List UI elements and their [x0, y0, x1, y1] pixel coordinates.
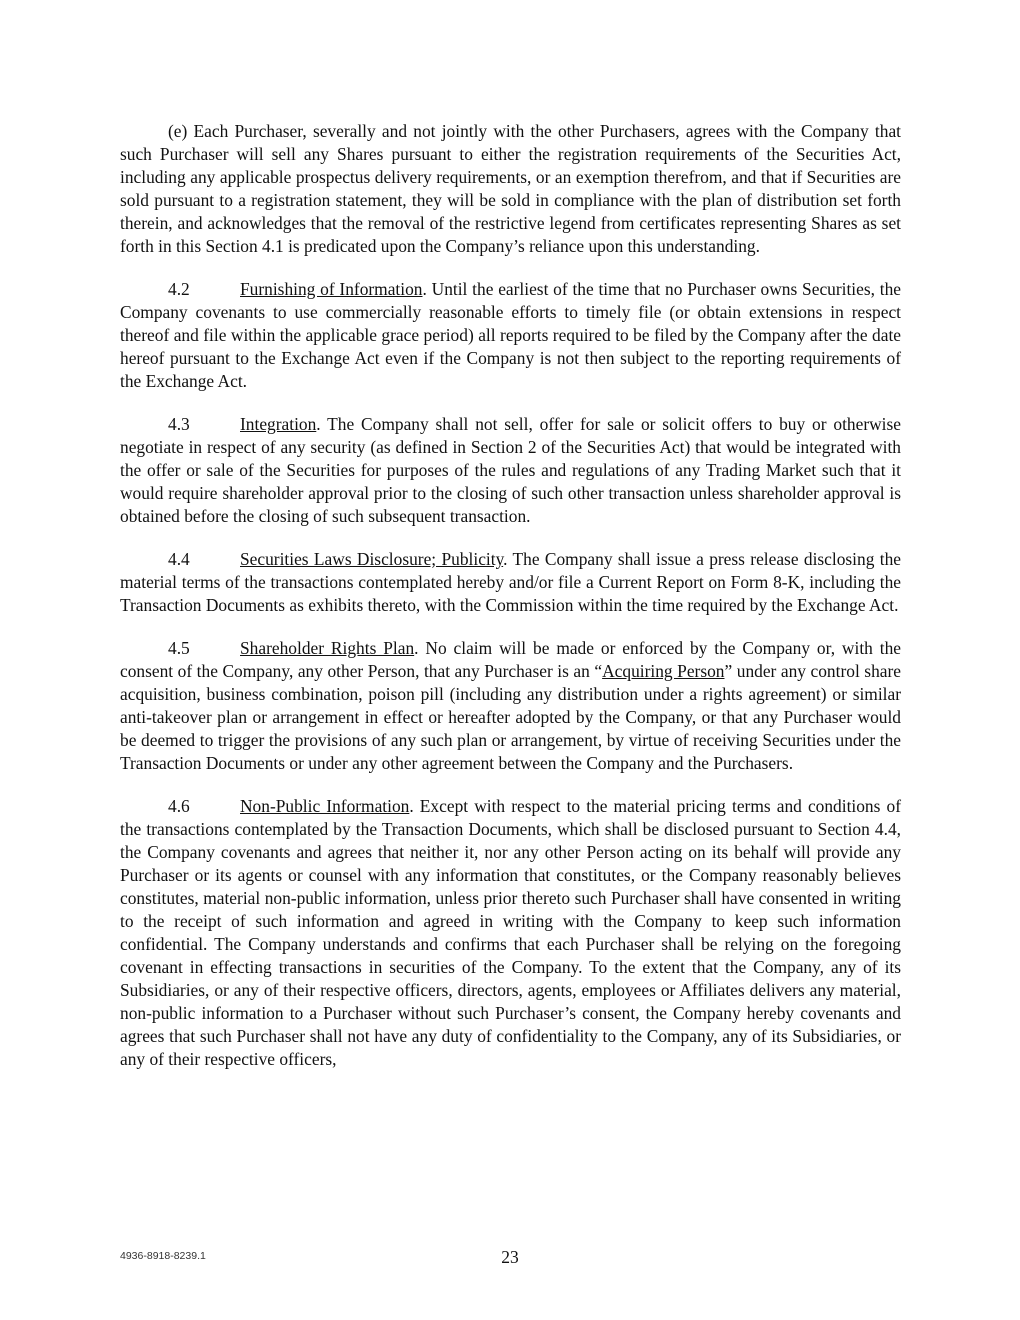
section-4-4 [120, 548, 901, 617]
section-number: 4.4 [168, 549, 190, 569]
section-heading: Furnishing of Information [240, 279, 423, 299]
section-number: 4.6 [168, 796, 190, 816]
document-id: 4936-8918-8239.1 [120, 1250, 206, 1262]
section-body: . The Company shall not sell, offer for sale or solicit offers to buy or otherwise negotiate in respect of any security (as defined in Section 2 of the Securities Act) that would be integrated with the offer or sale of the Securities for purposes of the rules and regulations of any Trading Market such that it would require shareholder approval prior to the closing of such other transaction unless shareholder approval is obtained before the closing of such subsequent transaction. [120, 414, 901, 526]
section-4-2 [120, 278, 901, 393]
section-number: 4.3 [168, 414, 190, 434]
section-heading: Integration [240, 414, 317, 434]
section-4-6 [120, 795, 901, 1071]
section-number: 4.2 [168, 279, 190, 299]
section-number: 4.5 [168, 638, 190, 658]
section-heading: Non-Public Information [240, 796, 410, 816]
section-body: . The Company shall issue a press release disclosing the material terms of the transactions contemplated hereby and/or file a Current Report on Form 8-K, including the Transaction Documents as exhibits thereto, with the Commission within the time required by the Exchange Act. [120, 549, 901, 615]
section-4-3 [120, 413, 901, 528]
section-heading: Securities Laws Disclosure; Publicity [240, 549, 504, 569]
paragraph-e-text: (e) Each Purchaser, severally and not jointly with the other Purchasers, agrees with the Company that such Purchaser will sell any Shares pursuant to either the registration requirements of the Securities Act, including any applicable prospectus delivery requirements, or an exemption therefrom, and that if Securities are sold pursuant to a registration statement, they will be sold in compliance with the plan of distribution set forth therein, and acknowledges that the removal of the restrictive legend from certificates representing Shares as set forth in this Section 4.1 is predicated upon the Company’s reliance upon this understanding. [120, 121, 901, 256]
paragraph-e [120, 120, 901, 258]
defined-term: Acquiring Person [602, 661, 725, 681]
section-4-5 [120, 637, 901, 775]
section-body-after: ” under any control share acquisition, business combination, poison pill (including any distribution under a rights agreement) or similar anti-takeover plan or arrangement in effect or hereafter adopted by the Company, or that any Purchaser would be deemed to trigger the provisions of any such plan or arrangement, by virtue of receiving Securities under the Transaction Documents or under any other agreement between the Company and the Purchasers. [120, 661, 902, 773]
section-body: . Except with respect to the material pricing terms and conditions of the transactions contemplated by the Transaction Documents, which shall be disclosed pursuant to Section 4.4, the Company covenants and agrees that neither it, nor any other Person acting on its behalf will provide any Purchaser or its agents or counsel with any information that constitutes, or the Company reasonably believes constitutes, material non-public information, unless prior thereto such Purchaser shall have consented in writing to the receipt of such information and agreed in writing with the Company to keep such information confidential. The Company understands and confirms that each Purchaser shall be relying on the foregoing covenant in effecting transactions in securities of the Company. To the extent that the Company, any of its Subsidiaries, or any of their respective officers, directors, agents, employees or Affiliates delivers any material, non-public information to a Purchaser without such Purchaser’s consent, the Company hereby covenants and agrees that such Purchaser shall not have any duty of confidentiality to the Company, any of its Subsidiaries, or any of their respective officers, [120, 796, 901, 1069]
section-body-before: . No claim will be made or enforced by the Company or, with the consent of the Company, any other Person, that any Purchaser is an “ [120, 638, 901, 681]
section-body: . Until the earliest of the time that no Purchaser owns Securities, the Company covenants to use commercially reasonable efforts to timely file (or obtain extensions in respect thereof and file within the applicable grace period) all reports required to be filed by the Company after the date hereof pursuant to the Exchange Act even if the Company is not then subject to the reporting requirements of the Exchange Act. [120, 279, 902, 391]
section-heading: Shareholder Rights Plan [240, 638, 415, 658]
document-page [120, 120, 901, 1091]
page-number: 23 [501, 1247, 519, 1267]
